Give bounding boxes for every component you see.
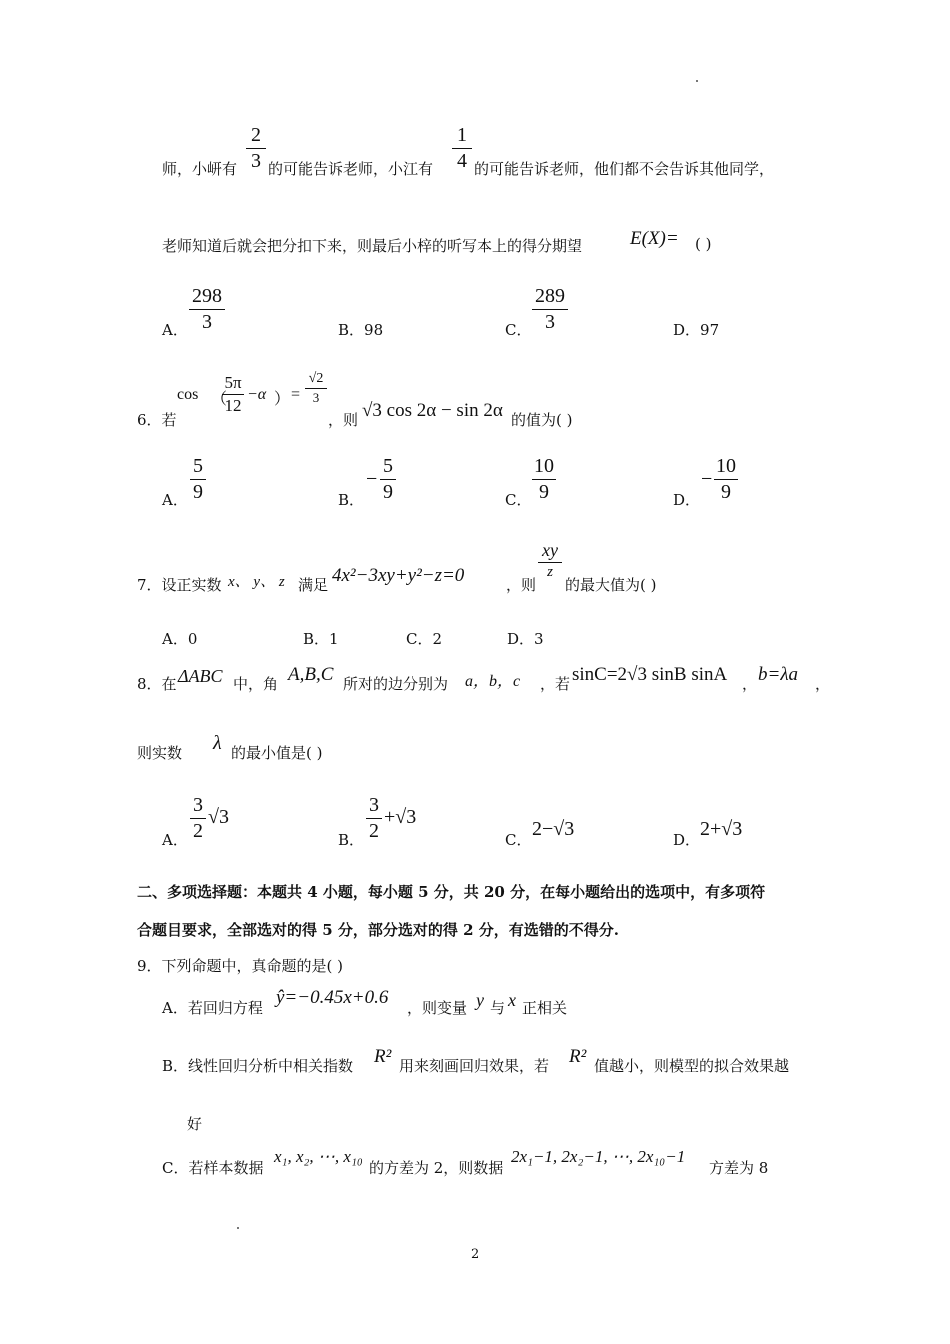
denominator: 3 [312,390,320,405]
q8-line2-prefix: 则实数 [137,744,183,762]
q8-option-a-label: A． [162,831,188,849]
denominator: 2 [369,820,379,842]
q9-option-a-prefix: A．若回归方程 [162,999,263,1017]
denominator: 4 [457,150,467,172]
q6-cos: cos [177,386,199,403]
page-number: 2 [471,1247,480,1262]
q8-sides: a，b，c [465,673,521,690]
q5-option-c-fraction [532,285,568,334]
q9-option-b-r-squared: R² [374,1046,392,1067]
numerator: 3 [369,794,379,816]
q8-angles: A,B,C [288,664,334,685]
q8-option-a-fraction [190,794,206,843]
numerator: 10 [716,455,736,477]
q6-option-a-label: A． [162,491,188,509]
q6-option-d-fraction [714,455,738,504]
q6-option-d-label: D． [673,491,701,509]
q8-triangle: ΔABC [178,666,223,686]
q8-separator: ， [742,675,758,693]
q7-satisfy: 满足 [298,576,329,594]
denominator: 2 [193,820,203,842]
denominator: 3 [251,150,261,172]
q9-option-a-suffix: ，则变量 [407,999,468,1017]
q6-option-d-sign: − [701,468,713,490]
q7-equation: 4x²−3xy+y²−z=0 [332,565,465,586]
q9-option-a-var-y: y [476,990,484,1010]
q9-option-b-mid: 用来刻画回归效果，若 [399,1057,550,1075]
q6-number: 6．若 [137,411,177,429]
q8-lambda: λ [213,732,222,754]
section2-heading-line1: 二、多项选择题：本题共 4 小题，每小题 5 分，共 20 分，在每小题给出的选项中，有多项符 [137,883,766,901]
q8-option-d-label: D． [673,831,701,849]
q9-option-b-r-squared-2: R² [569,1046,587,1067]
q8-option-c-expression: 2−√3 [532,818,575,840]
q6-rhs-fraction [305,371,327,406]
q7-variables: x、 y、 z [228,574,285,590]
q9-option-a-equation: ŷ=−0.45x+0.6 [276,987,389,1008]
denominator: 9 [193,481,203,503]
q8-option-c-label: C． [505,831,532,849]
speck [696,80,698,82]
numerator: 5 [193,455,203,477]
q6-open-paren: （ [211,391,228,408]
q7-prefix: 7．设正实数 [137,576,222,594]
q6-option-c-label: C． [505,491,532,509]
q9-option-a-mid: 与 [490,999,506,1017]
q6-option-a-fraction [190,455,206,504]
denominator: 3 [545,311,555,333]
numerator: √2 [308,371,324,386]
denominator: 9 [383,481,393,503]
q9-option-c-data2: 2x₁−1, 2x₂−1, ⋯, 2x₁₀−1 [511,1147,686,1166]
q6-then: ，则 [328,411,359,429]
q8-condition: sinC=2√3 sinB sinA [572,664,728,685]
q5-option-a-fraction [189,285,225,334]
numerator: 3 [193,794,203,816]
q7-option-d: D．3 [507,630,544,648]
q5-answer-paren: ( ) [695,235,712,253]
q9-stem: 9．下列命题中，真命题的是( ) [137,957,344,975]
numerator: xy [542,540,558,560]
q7-option-a: A．0 [162,630,198,648]
q7-option-c: C．2 [406,630,443,648]
q7-suffix: 的最大值为( ) [565,576,657,594]
q6-option-c-fraction [532,455,556,504]
speck [237,1227,239,1229]
q9-option-b-prefix: B．线性回归分析中相关指数 [162,1057,354,1075]
q8-mid1: 中，角 [233,675,279,693]
q8-mid3: ，若 [540,675,571,693]
q9-option-b-suffix: 值越小，则模型的拟合效果越 [594,1057,790,1075]
q9-option-a-end: 正相关 [522,999,568,1017]
q6-option-b-fraction [380,455,396,504]
q9-option-c-suffix: 方差为 8 [709,1159,769,1177]
q5-option-c-label: C． [505,321,532,339]
q9-option-c-prefix: C．若样本数据 [162,1159,264,1177]
q6-close-paren: ） [274,391,291,408]
q6-suffix: 的值为( ) [511,411,573,429]
numerator: 298 [192,285,222,307]
q8-relation: b=λa [758,664,799,685]
q9-option-c-data: x₁, x₂, ⋯, x₁₀ [274,1147,363,1166]
q5-fraction-two-thirds [246,124,266,173]
q8-mid2: 所对的边分别为 [343,675,449,693]
q5-option-b: B．98 [338,321,384,339]
q6-minus-alpha: −α [247,386,267,403]
q6-option-b-sign: − [366,468,378,490]
q5-line1-mid: 的可能告诉老师，小江有 [268,160,434,178]
q7-option-b: B．1 [303,630,339,648]
q8-option-b-fraction [366,794,382,843]
numerator: 1 [457,124,467,146]
q8-end: ， [815,675,831,693]
q5-line1-suffix: 的可能告诉老师，他们都不会告诉其他同学， [474,160,775,178]
q8-line2-suffix: 的最小值是( ) [231,744,323,762]
q8-option-a-radical: √3 [208,806,229,828]
denominator: 3 [202,311,212,333]
denominator: 9 [539,481,549,503]
q7-fraction-xy-over-z [538,540,562,581]
numerator: 5π [224,373,242,392]
denominator: 12 [224,396,242,415]
numerator: 289 [535,285,565,307]
q5-line2: 老师知道后就会把分扣下来，则最后小梓的听写本上的得分期望 [162,237,583,255]
denominator: 9 [721,481,731,503]
numerator: 10 [534,455,554,477]
q8-option-b-label: B． [338,831,365,849]
q8-option-d-expression: 2+√3 [700,818,743,840]
q5-expectation: E(X)= [630,228,679,249]
section2-heading-line2: 合题目要求，全部选对的得 5 分，部分选对的得 2 分，有选错的不得分. [137,921,619,939]
q5-option-d: D．97 [673,321,720,339]
numerator: 2 [251,124,261,146]
q8-option-b-radical: +√3 [384,806,417,828]
q9-option-b-line2: 好 [187,1115,203,1133]
q6-expression: √3 cos 2α − sin 2α [362,400,503,421]
q9-option-a-var-x: x [508,990,516,1010]
q6-argument-fraction [222,373,244,416]
numerator: 5 [383,455,393,477]
q6-equals: = [291,386,301,403]
q7-then: ，则 [506,576,537,594]
q5-line1-prefix: 师，小岍有 [162,160,238,178]
q5-fraction-one-quarter [452,124,472,173]
q6-option-b-label: B． [338,491,365,509]
q5-option-a-label: A． [162,321,188,339]
q9-option-c-mid: 的方差为 2，则数据 [369,1159,504,1177]
q8-prefix: 8．在 [137,675,177,693]
denominator: z [547,564,553,580]
